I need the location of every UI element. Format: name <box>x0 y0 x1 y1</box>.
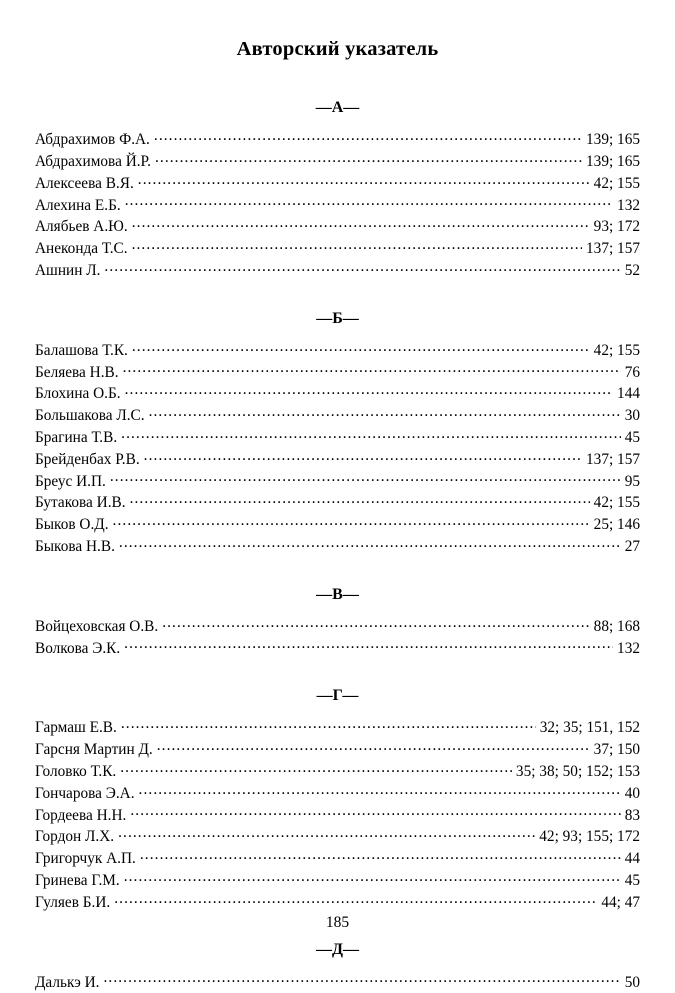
entry-pages: 27 <box>624 538 640 556</box>
index-entry[interactable] <box>35 804 640 826</box>
entry-name: Головко Т.К. <box>35 763 117 781</box>
entry-pages: 44 <box>624 850 640 868</box>
index-entry[interactable] <box>35 361 640 383</box>
entry-name: Гончарова Э.А. <box>35 784 135 802</box>
entry-pages: 52 <box>624 262 640 280</box>
entry-name: Балашова Т.К. <box>35 341 128 359</box>
entry-pages: 42; 155 <box>593 341 640 359</box>
entry-pages: 93; 172 <box>593 218 640 236</box>
entry-name: Ашнин Л. <box>35 262 101 280</box>
leader-dots <box>157 739 590 754</box>
leader-dots <box>120 761 512 776</box>
leader-dots <box>114 892 597 907</box>
entry-name: Бреус И.П. <box>35 472 106 490</box>
index-section-a <box>35 99 640 282</box>
leader-dots <box>144 449 582 464</box>
index-section-g <box>35 687 640 913</box>
index-entry[interactable] <box>35 427 640 449</box>
entry-name: Гринева Г.М. <box>35 872 120 890</box>
entry-pages: 83 <box>624 806 640 824</box>
entry-pages: 137; 157 <box>586 450 640 468</box>
index-entry[interactable] <box>35 260 640 282</box>
entry-name: Бутакова И.В. <box>35 494 126 512</box>
page-title: Авторский указатель <box>236 38 439 60</box>
entry-name: Волкова Э.К. <box>35 639 121 657</box>
leader-dots <box>149 405 621 420</box>
entry-name: Гуляев Б.И. <box>35 893 111 911</box>
index-entry[interactable] <box>35 216 640 238</box>
leader-dots <box>154 129 582 144</box>
entry-name: Войцеховская О.В. <box>35 617 159 635</box>
section-heading-v: —В— <box>316 585 359 603</box>
entry-name: Брейденбах Р.В. <box>35 450 140 468</box>
index-entry[interactable] <box>35 405 640 427</box>
leader-dots <box>124 870 621 885</box>
index-entry[interactable] <box>35 449 640 471</box>
leader-dots <box>125 194 613 209</box>
entry-list-g <box>35 717 640 913</box>
leader-dots <box>138 173 590 188</box>
entry-name: Абдрахимова Й.Р. <box>35 153 151 171</box>
entry-name: Большакова Л.С. <box>35 407 145 425</box>
entry-pages: 42; 155 <box>593 494 640 512</box>
entry-pages: 95 <box>624 472 640 490</box>
section-heading-b: —Б— <box>316 309 359 327</box>
leader-dots <box>130 804 620 819</box>
section-heading-g: —Г— <box>316 687 359 705</box>
entry-list-b <box>35 340 640 558</box>
index-section-b <box>35 310 640 558</box>
entry-pages: 144 <box>617 385 640 403</box>
leader-dots <box>103 971 620 986</box>
leader-dots <box>113 514 590 529</box>
page-number: 185 <box>325 914 350 931</box>
entry-pages: 42; 93; 155; 172 <box>539 828 640 846</box>
entry-pages: 132 <box>617 639 640 657</box>
leader-dots <box>110 470 621 485</box>
entry-list-v <box>35 616 640 660</box>
entry-name: Гордеева Н.Н. <box>35 806 127 824</box>
entry-name: Алексеева В.Я. <box>35 174 134 192</box>
leader-dots <box>118 826 535 841</box>
index-entry[interactable] <box>35 783 640 805</box>
entry-name: Гарсня Мартин Д. <box>35 741 153 759</box>
index-entry[interactable] <box>35 848 640 870</box>
entry-pages: 76 <box>624 363 640 381</box>
index-entry[interactable] <box>35 340 640 362</box>
entry-name: Абдрахимов Ф.А. <box>35 131 150 149</box>
leader-dots <box>132 340 590 355</box>
section-heading-a: —А— <box>315 99 360 116</box>
entry-pages: 132 <box>617 196 640 214</box>
entry-list-d <box>35 971 640 993</box>
section-heading-d: —Д— <box>315 941 359 959</box>
entry-pages: 88; 168 <box>593 617 640 635</box>
index-entry[interactable] <box>35 151 640 173</box>
leader-dots <box>130 492 590 507</box>
index-entry[interactable] <box>35 536 640 558</box>
entry-name: Беляева Н.В. <box>35 363 119 381</box>
entry-name: Далькэ И. <box>35 973 100 991</box>
entry-name: Брагина Т.В. <box>35 429 118 447</box>
entry-list-a <box>35 129 640 282</box>
leader-dots <box>121 427 621 442</box>
leader-dots <box>121 717 536 732</box>
entry-pages: 32; 35; 151, 152 <box>539 719 640 737</box>
index-entry[interactable] <box>35 739 640 761</box>
entry-pages: 45 <box>624 872 640 890</box>
index-entry[interactable] <box>35 761 640 783</box>
index-entry[interactable] <box>35 892 640 914</box>
index-entry[interactable] <box>35 173 640 195</box>
index-entry[interactable] <box>35 129 640 151</box>
entry-name: Гармаш Е.В. <box>35 719 117 737</box>
entry-pages: 35; 38; 50; 152; 153 <box>515 763 640 781</box>
index-entry[interactable] <box>35 470 640 492</box>
leader-dots <box>124 637 613 652</box>
entry-name: Григорчук А.П. <box>35 850 136 868</box>
index-entry[interactable] <box>35 238 640 260</box>
index-entry[interactable] <box>35 717 640 739</box>
entry-pages: 139; 165 <box>586 153 640 171</box>
index-entry[interactable] <box>35 616 640 638</box>
leader-dots <box>155 151 582 166</box>
entry-pages: 50 <box>624 973 640 991</box>
leader-dots <box>119 536 621 551</box>
index-entry[interactable] <box>35 971 640 993</box>
index-entry[interactable] <box>35 870 640 892</box>
entry-pages: 42; 155 <box>593 174 640 192</box>
index-entry[interactable] <box>35 383 640 405</box>
entry-name: Блохина О.Б. <box>35 385 121 403</box>
leader-dots <box>132 216 590 231</box>
entry-name: Быкова Н.В. <box>35 538 115 556</box>
entry-pages: 139; 165 <box>586 131 640 149</box>
entry-name: Анеконда Т.С. <box>35 240 128 258</box>
entry-pages: 44; 47 <box>601 893 640 911</box>
leader-dots <box>132 238 582 253</box>
leader-dots <box>140 848 621 863</box>
entry-pages: 40 <box>624 784 640 802</box>
entry-pages: 45 <box>624 429 640 447</box>
leader-dots <box>162 616 589 631</box>
entry-name: Быков О.Д. <box>35 516 109 534</box>
index-section-d <box>35 941 640 993</box>
leader-dots <box>125 383 613 398</box>
index-entry[interactable] <box>35 492 640 514</box>
entry-name: Гордон Л.Х. <box>35 828 115 846</box>
entry-pages: 37; 150 <box>593 741 640 759</box>
index-section-v <box>35 586 640 660</box>
entry-name: Алехина Е.Б. <box>35 196 121 214</box>
entry-pages: 25; 146 <box>593 516 640 534</box>
entry-pages: 30 <box>624 407 640 425</box>
entry-name: Алябьев А.Ю. <box>35 218 128 236</box>
index-entry[interactable] <box>35 637 640 659</box>
leader-dots <box>104 260 620 275</box>
leader-dots <box>139 783 621 798</box>
index-entry[interactable] <box>35 514 640 536</box>
index-entry[interactable] <box>35 194 640 216</box>
entry-pages: 137; 157 <box>586 240 640 258</box>
index-entry[interactable] <box>35 826 640 848</box>
leader-dots <box>123 361 621 376</box>
